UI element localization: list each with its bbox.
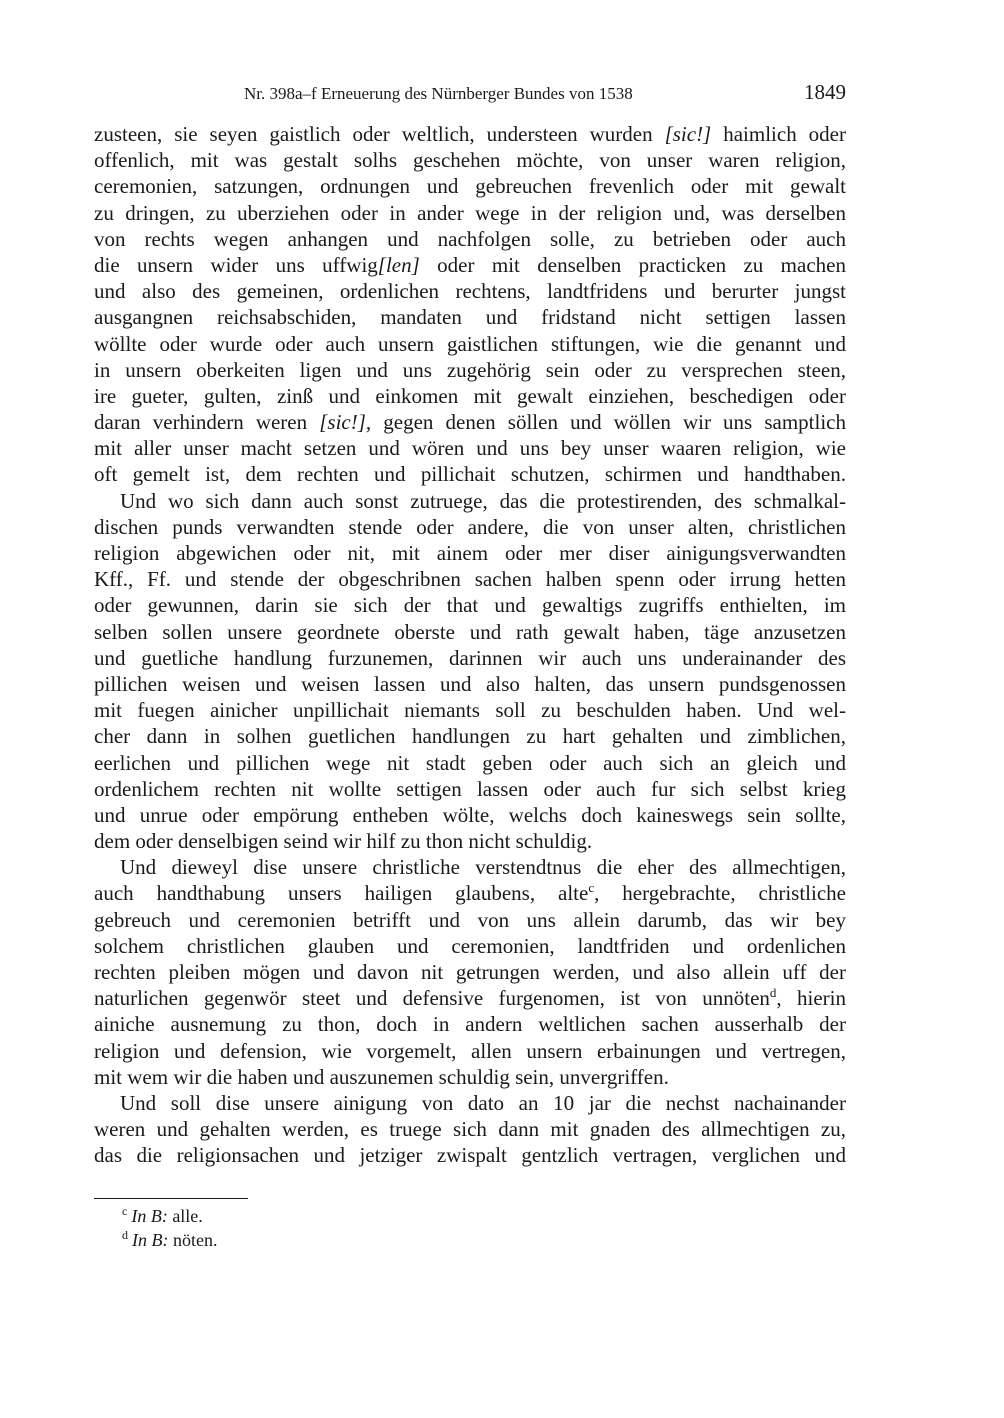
body-text <box>94 121 846 1169</box>
page-number: 1849 <box>804 80 846 104</box>
text-line <box>94 985 846 1011</box>
text-line: pillichen weisen und weisen lassen und also halten, das unsern pundsgenossen <box>94 671 846 696</box>
footnote-c <box>94 1204 594 1228</box>
text-line: selben sollen unsere geordnete oberste und rath gewalt haben, täge anzusetzen <box>94 619 846 644</box>
text-line: Und wo sich dann auch sonst zutruege, das die protestirenden, des schmalkal- <box>120 488 846 513</box>
footnote-divider <box>94 1198 248 1199</box>
footnote-label: In B: <box>132 1230 169 1250</box>
text-line: ausgangnen reichsabschiden, mandaten und fridstand nicht settigen lassen <box>94 305 846 330</box>
text-line: ire gueter, gulten, zinß und einkomen mit gewalt einziehen, beschedigen oder <box>94 383 846 408</box>
text-run: naturlichen gegenwör steet und defensive furgenomen, ist von unnöten <box>94 986 770 1011</box>
footnote-mark: d <box>122 1228 128 1242</box>
text-line <box>94 880 846 906</box>
text-line: und guetliche handlung furzunemen, darinnen wir auch uns underainander des <box>94 645 846 670</box>
text-line: ceremonien, satzungen, ordnungen und gebreuchen frevenlich oder mit gewalt <box>94 174 846 199</box>
text-line <box>94 252 846 278</box>
text-run: , hergebrachte, christliche <box>594 881 846 906</box>
text-line: das die religionsachen und jetziger zwispalt gentzlich vertragen, verglichen und <box>94 1143 846 1168</box>
running-head <box>94 80 846 108</box>
text-line <box>94 121 846 147</box>
editorial-note: [sic!] <box>319 410 366 435</box>
text-line: oft gemelt ist, dem rechten und pillichait schutzen, schirmen und handthaben. <box>94 462 846 487</box>
text-run: haimlich oder <box>711 122 846 146</box>
text-line: mit wem wir die haben und auszunemen schuldig sein, unvergriffen. <box>94 1064 669 1089</box>
text-line: zu dringen, zu uberziehen oder in ander wege in der religion und, was derselben <box>94 200 846 225</box>
footnote-label: In B: <box>131 1206 168 1226</box>
text-line: offenlich, mit was gestalt solhs geschehen möchte, von unser waren religion, <box>94 148 846 173</box>
text-run: , hierin <box>776 986 846 1011</box>
running-title: Nr. 398a–f Erneuerung des Nürnberger Bundes von 1538 <box>244 84 633 103</box>
text-line <box>94 409 846 435</box>
editorial-note: [sic!] <box>664 122 712 146</box>
text-line: cher dann in solhen guetlichen handlungen zu hart gehalten und zimblichen, <box>94 724 846 749</box>
text-line: Und soll dise unsere ainigung von dato an 10 jar die nechst nachainander <box>120 1090 846 1115</box>
text-line: ordenlichem rechten nit wollte settigen lassen oder auch fur sich selbst krieg <box>94 776 846 801</box>
text-line: rechten pleiben mögen und davon nit getrungen werden, und also allein uff der <box>94 960 846 984</box>
footnote-text: alle. <box>167 1206 203 1226</box>
text-line: wöllte oder wurde oder auch unsern gaistlichen stiftungen, wie die genannt und <box>94 331 846 356</box>
text-run: auch handthabung unsers hailigen glaubens, alte <box>94 881 589 906</box>
text-line: Und dieweyl dise unsere christliche verstendtnus die eher des allmechtigen, <box>120 855 846 880</box>
text-run: zusteen, sie seyen gaistlich oder weltlich, understeen wurden <box>94 122 665 146</box>
text-run: die unsern wider uns uffwig <box>94 252 378 277</box>
text-line: Kff., Ff. und stende der obgeschribnen sachen halben spenn oder irrung hetten <box>94 567 846 592</box>
text-line: dem oder denselbigen seind wir hilf zu thon nicht schuldig. <box>94 829 593 854</box>
text-line: in unsern oberkeiten ligen und uns zugehörig sein oder zu versprechen steen, <box>94 357 846 382</box>
text-line: gebreuch und ceremonien betrifft und von uns allein darumb, das wir bey <box>94 907 846 932</box>
text-line: und also des gemeinen, ordenlichen rechtens, landtfridens und berurter jungst <box>94 279 846 304</box>
text-line: von rechts wegen anhangen und nachfolgen solle, zu betrieben oder auch <box>94 226 846 251</box>
footnote-text: nöten. <box>168 1230 218 1250</box>
footnote-ref-c[interactable]: c <box>588 880 595 896</box>
text-line: religion abgewichen oder nit, mit ainem oder mer diser ainigungsverwandten <box>94 541 846 565</box>
footnote-ref-d[interactable]: d <box>769 985 777 1001</box>
text-line: und unrue oder empörung entheben wölte, welchs doch kaineswegs sein sollte, <box>94 802 846 827</box>
footnote-d <box>94 1228 594 1252</box>
text-line: ainiche ausnemung zu thon, doch in andern weltlichen sachen ausserhalb der <box>94 1012 846 1037</box>
text-line: mit aller unser macht setzen und wören und uns bey unser waaren religion, wie <box>94 436 846 461</box>
editorial-note: [len] <box>377 252 420 277</box>
text-run: oder mit denselben practicken zu machen <box>419 252 846 277</box>
text-line: solchem christlichen glauben und ceremonien, landtfriden und ordenlichen <box>94 933 846 958</box>
text-line: eerlichen und pillichen wege nit stadt geben oder auch sich an gleich und <box>94 750 846 775</box>
text-line: dischen punds verwandten stende oder andere, die von unser alten, christlichen <box>94 514 846 539</box>
text-line: weren und gehalten werden, es truege sich dann mit gnaden des allmechtigen zu, <box>94 1117 846 1142</box>
text-run: daran verhindern weren <box>94 410 320 435</box>
text-run: , gegen denen söllen und wöllen wir uns samptlich <box>365 410 846 435</box>
text-line: oder gewunnen, darin sie sich der that und gewaltigs zugriffs enthielten, im <box>94 593 846 618</box>
footnote-mark: c <box>122 1204 128 1218</box>
text-line: mit fuegen ainicher unpillichait niemants soll zu beschulden haben. Und wel- <box>94 698 846 723</box>
footnotes <box>94 1204 594 1252</box>
text-line: religion und defension, wie vorgemelt, allen unsern erbainungen und vertregen, <box>94 1038 846 1063</box>
